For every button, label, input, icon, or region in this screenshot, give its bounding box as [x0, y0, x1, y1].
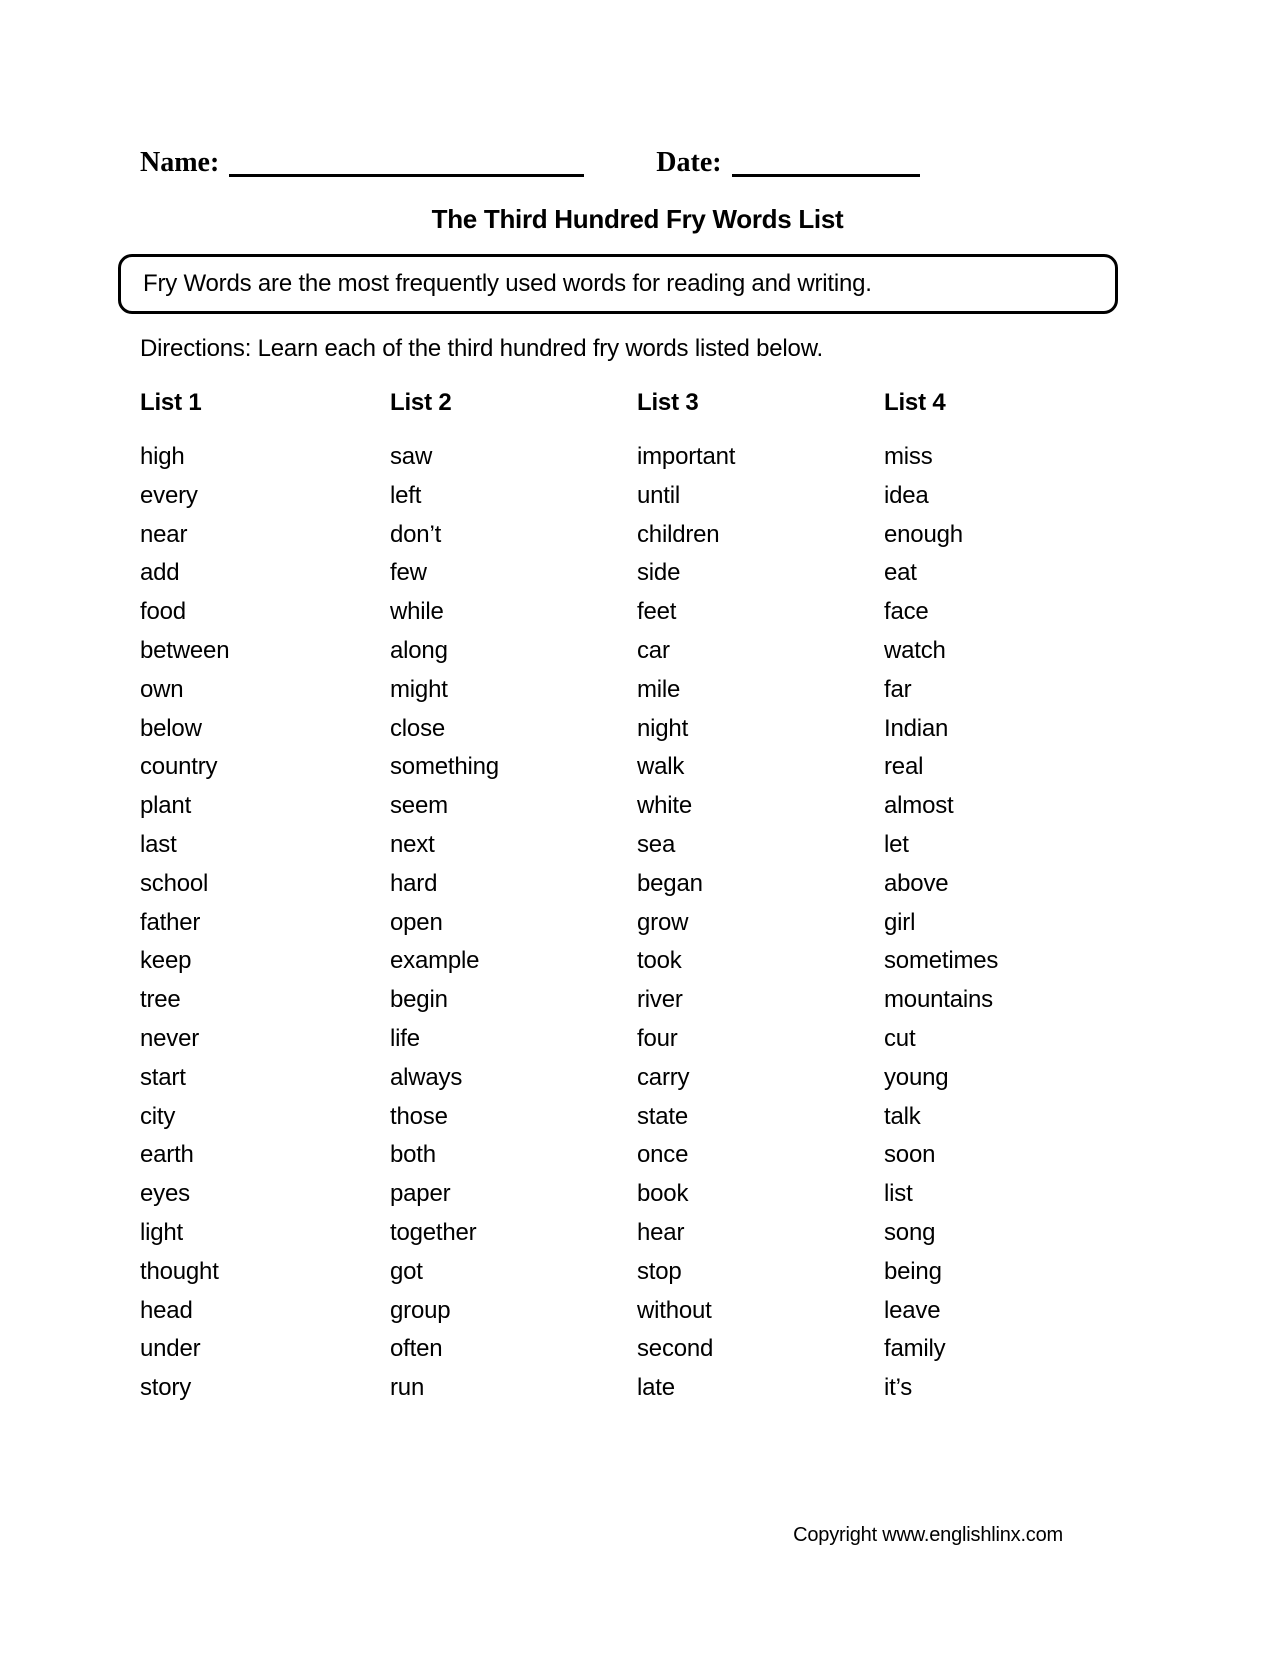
word-item: car — [637, 636, 670, 664]
word-item: got — [390, 1257, 423, 1285]
word-item: leave — [884, 1296, 941, 1324]
word-item: night — [637, 714, 689, 742]
name-date-row — [140, 146, 1275, 179]
word-item: second — [637, 1335, 714, 1363]
word-item: took — [637, 947, 682, 975]
word-item: white — [637, 792, 693, 820]
word-item: enough — [884, 520, 963, 548]
callout-text: Fry Words are the most frequently used words for reading and writing. — [143, 270, 872, 297]
word-item: earth — [140, 1141, 194, 1169]
word-item: hear — [637, 1218, 685, 1246]
word-item: let — [884, 830, 909, 858]
word-item: girl — [884, 908, 916, 936]
word-item: saw — [390, 443, 433, 470]
word-item: walk — [637, 753, 685, 781]
word-item: stop — [637, 1257, 682, 1285]
word-item: between — [140, 636, 230, 664]
word-item: talk — [884, 1102, 921, 1130]
word-item: while — [390, 598, 444, 626]
word-item: under — [140, 1335, 201, 1363]
word-item: left — [390, 481, 422, 509]
word-item: those — [390, 1102, 448, 1130]
word-item: began — [637, 869, 703, 897]
word-item: until — [637, 481, 681, 509]
word-item: Indian — [884, 714, 949, 742]
word-item: idea — [884, 481, 929, 509]
word-item: next — [390, 830, 435, 858]
list-header: List 1 — [140, 389, 202, 416]
word-list-column — [140, 388, 390, 1408]
word-item: tree — [140, 986, 181, 1014]
list-header: List 2 — [390, 389, 452, 416]
date-label: Date: — [656, 147, 722, 178]
word-item: few — [390, 559, 427, 587]
word-item: begin — [390, 986, 448, 1014]
word-item: grow — [637, 908, 689, 936]
word-item: mile — [637, 675, 681, 703]
word-item: something — [390, 753, 499, 781]
word-item: close — [390, 714, 446, 742]
word-item: might — [390, 675, 448, 703]
word-item: often — [390, 1335, 443, 1363]
word-item: keep — [140, 947, 192, 975]
word-list-column — [884, 388, 1135, 1408]
word-item: state — [637, 1102, 689, 1130]
word-item: carry — [637, 1063, 690, 1091]
word-item: children — [637, 520, 720, 548]
word-item: every — [140, 481, 198, 509]
word-item: list — [884, 1180, 913, 1208]
word-item: cut — [884, 1024, 916, 1052]
word-item: father — [140, 908, 201, 936]
word-item: sometimes — [884, 947, 999, 975]
list-header: List 4 — [884, 389, 946, 416]
fry-words-callout-box — [118, 254, 1118, 314]
word-item: always — [390, 1063, 463, 1091]
word-item: real — [884, 753, 924, 781]
word-item: plant — [140, 792, 192, 820]
word-item: food — [140, 598, 186, 626]
word-lists-grid — [140, 388, 1275, 1408]
word-item: city — [140, 1102, 176, 1130]
word-item: family — [884, 1335, 946, 1363]
word-item: life — [390, 1024, 420, 1052]
word-item: open — [390, 908, 443, 936]
word-item: below — [140, 714, 202, 742]
list-header: List 3 — [637, 389, 699, 416]
word-item: eat — [884, 559, 917, 587]
word-item: eyes — [140, 1180, 190, 1208]
word-item: without — [637, 1296, 712, 1324]
word-item: young — [884, 1063, 949, 1091]
copyright-text: Copyright www.englishlinx.com — [793, 1524, 1063, 1546]
word-item: story — [140, 1374, 192, 1402]
word-item: run — [390, 1374, 425, 1402]
word-item: important — [637, 443, 736, 470]
word-item: light — [140, 1218, 184, 1246]
word-item: sea — [637, 830, 676, 858]
word-item: almost — [884, 792, 954, 820]
word-item: soon — [884, 1141, 936, 1169]
word-item: along — [390, 636, 448, 664]
word-item: start — [140, 1063, 186, 1091]
word-item: side — [637, 559, 681, 587]
word-item: above — [884, 869, 949, 897]
word-item: late — [637, 1374, 675, 1402]
word-item: own — [140, 675, 184, 703]
word-item: together — [390, 1218, 477, 1246]
word-item: being — [884, 1257, 942, 1285]
word-item: never — [140, 1024, 200, 1052]
word-item: four — [637, 1024, 678, 1052]
word-item: example — [390, 947, 480, 975]
word-item: near — [140, 520, 188, 548]
word-item: river — [637, 986, 683, 1014]
word-list-column — [390, 388, 637, 1408]
word-item: school — [140, 869, 209, 897]
name-blank-line — [229, 152, 584, 177]
word-item: song — [884, 1218, 936, 1246]
word-list-column — [637, 388, 884, 1408]
word-item: head — [140, 1296, 193, 1324]
word-item: watch — [884, 636, 946, 664]
date-blank-line — [732, 152, 920, 177]
word-item: face — [884, 598, 929, 626]
word-item: thought — [140, 1257, 219, 1285]
directions-text: Directions: Learn each of the third hundred fry words listed below. — [140, 335, 823, 362]
word-item: far — [884, 675, 912, 703]
word-item: add — [140, 559, 180, 587]
word-item: mountains — [884, 986, 993, 1014]
word-item: seem — [390, 792, 448, 820]
word-item: once — [637, 1141, 689, 1169]
word-item: country — [140, 753, 218, 781]
name-label: Name: — [140, 147, 220, 178]
word-item: last — [140, 830, 177, 858]
word-item: miss — [884, 443, 933, 470]
word-item: group — [390, 1296, 451, 1324]
page-title: The Third Hundred Fry Words List — [431, 204, 844, 234]
word-item: it’s — [884, 1374, 913, 1402]
word-item: high — [140, 443, 185, 470]
word-item: don’t — [390, 520, 442, 548]
word-item: both — [390, 1141, 436, 1169]
word-item: paper — [390, 1180, 451, 1208]
word-item: feet — [637, 598, 677, 626]
word-item: hard — [390, 869, 438, 897]
word-item: book — [637, 1180, 689, 1208]
